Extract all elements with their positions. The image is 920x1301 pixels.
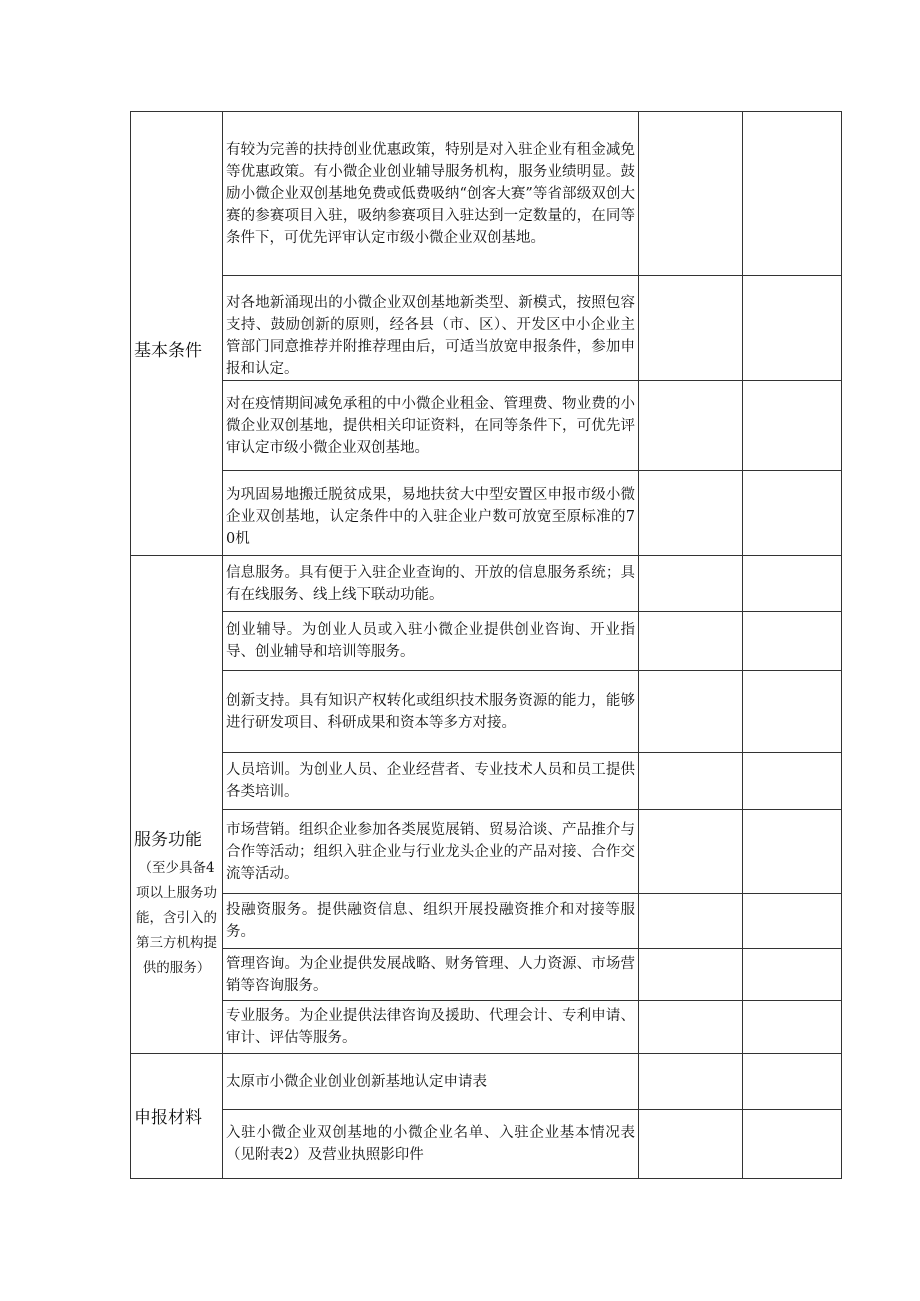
score-cell	[639, 949, 743, 1001]
table-row	[131, 949, 842, 1001]
criteria-text: 对各地新涌现出的小微企业双创基地新类型、新模式，按照包容支持、鼓励创新的原则，经各县（市、区）、开发区中小企业主管部门同意推荐并附推荐理由后，可适当放宽申报条件，参加申报和认定。	[223, 276, 639, 381]
table-row	[131, 1054, 842, 1110]
table-row	[131, 753, 842, 810]
score-cell	[639, 1054, 743, 1110]
remark-cell	[743, 1110, 842, 1179]
remark-cell	[743, 471, 842, 556]
criteria-text: 投融资服务。提供融资信息、组织开展投融资推介和对接等服务。	[223, 894, 639, 949]
category-title: 服务功能	[134, 830, 202, 850]
criteria-text: 入驻小微企业双创基地的小微企业名单、入驻企业基本情况表（见附表2）及营业执照影印件	[223, 1110, 639, 1179]
table-row	[131, 381, 842, 471]
score-cell	[639, 471, 743, 556]
remark-cell	[743, 949, 842, 1001]
score-cell	[639, 276, 743, 381]
score-cell	[639, 1001, 743, 1054]
criteria-text: 专业服务。为企业提供法律咨询及援助、代理会计、专利申请、审计、评估等服务。	[223, 1001, 639, 1054]
table-row	[131, 671, 842, 753]
category-note: （至少具备4项以上服务功能，含引入的第三方机构提供的服务）	[136, 860, 217, 976]
criteria-text: 信息服务。具有便于入驻企业查询的、开放的信息服务系统；具有在线服务、线上线下联动功能。	[223, 556, 639, 612]
table-row	[131, 471, 842, 556]
score-cell	[639, 112, 743, 276]
table-row	[131, 894, 842, 949]
criteria-text: 市场营销。组织企业参加各类展览展销、贸易洽谈、产品推介与合作等活动；组织入驻企业与行业龙头企业的产品对接、合作交流等活动。	[223, 810, 639, 894]
table-row	[131, 1001, 842, 1054]
table-row	[131, 1110, 842, 1179]
score-cell	[639, 753, 743, 810]
table-row	[131, 276, 842, 381]
criteria-text: 有较为完善的扶持创业优惠政策，特别是对入驻企业有租金减免等优惠政策。有小微企业创业辅导服务机构，服务业绩明显。鼓励小微企业双创基地免费或低费吸纳“创客大赛”等省部级双创大赛的参赛项目入驻，吸纳参赛项目入驻达到一定数量的，在同等条件下，可优先评审认定市级小微企业双创基地。	[223, 112, 639, 276]
table-row	[131, 612, 842, 671]
criteria-text: 创业辅导。为创业人员或入驻小微企业提供创业咨询、开业指导、创业辅导和培训等服务。	[223, 612, 639, 671]
score-cell	[639, 381, 743, 471]
criteria-text: 为巩固易地搬迁脱贫成果，易地扶贫大中型安置区申报市级小微企业双创基地，认定条件中的入驻企业户数可放宽至原标准的70机	[223, 471, 639, 556]
remark-cell	[743, 671, 842, 753]
table-row	[131, 556, 842, 612]
category-title: 申报材料	[134, 1108, 202, 1128]
criteria-text: 太原市小微企业创业创新基地认定申请表	[223, 1054, 639, 1110]
remark-cell	[743, 276, 842, 381]
criteria-text: 创新支持。具有知识产权转化或组织技术服务资源的能力，能够进行研发项目、科研成果和资本等多方对接。	[223, 671, 639, 753]
remark-cell	[743, 612, 842, 671]
category-cell-service	[131, 556, 223, 1054]
category-cell-basic	[131, 112, 223, 556]
remark-cell	[743, 753, 842, 810]
remark-cell	[743, 556, 842, 612]
table-row	[131, 810, 842, 894]
score-cell	[639, 1110, 743, 1179]
category-cell-materials	[131, 1054, 223, 1179]
remark-cell	[743, 1001, 842, 1054]
remark-cell	[743, 381, 842, 471]
remark-cell	[743, 1054, 842, 1110]
criteria-table	[130, 111, 842, 1179]
remark-cell	[743, 894, 842, 949]
score-cell	[639, 810, 743, 894]
remark-cell	[743, 112, 842, 276]
criteria-text: 管理咨询。为企业提供发展战略、财务管理、人力资源、市场营销等咨询服务。	[223, 949, 639, 1001]
score-cell	[639, 556, 743, 612]
remark-cell	[743, 810, 842, 894]
criteria-text: 人员培训。为创业人员、企业经营者、专业技术人员和员工提供各类培训。	[223, 753, 639, 810]
category-title: 基本条件	[134, 340, 202, 361]
score-cell	[639, 671, 743, 753]
table-row	[131, 112, 842, 276]
score-cell	[639, 894, 743, 949]
criteria-text: 对在疫情期间减免承租的中小微企业租金、管理费、物业费的小微企业双创基地，提供相关印证资料，在同等条件下，可优先评审认定市级小微企业双创基地。	[223, 381, 639, 471]
score-cell	[639, 612, 743, 671]
